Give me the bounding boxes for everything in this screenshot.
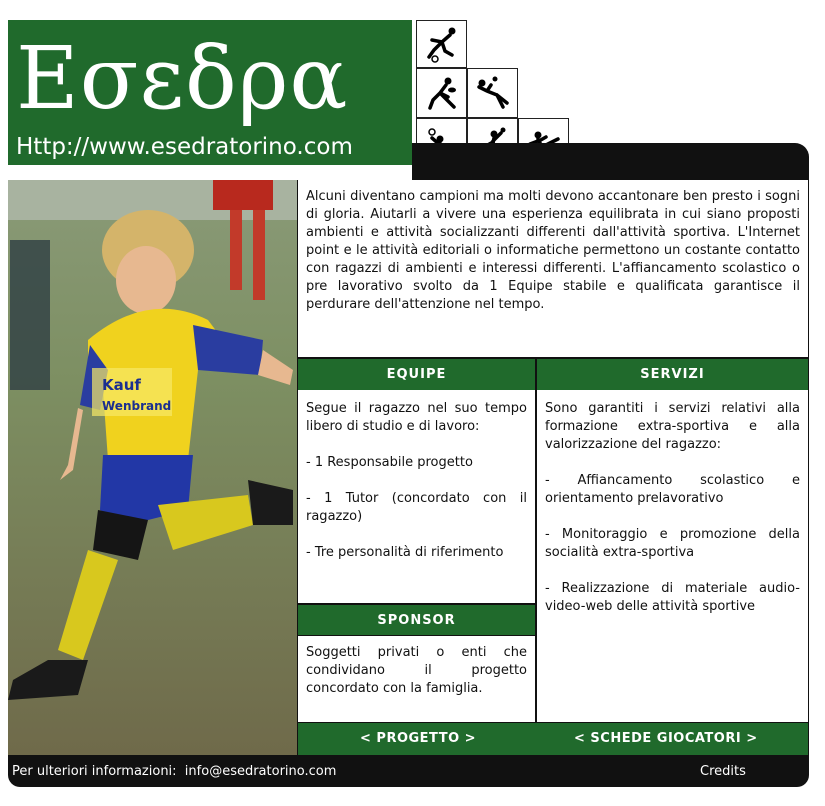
intro-paragraph: Alcuni diventano campioni ma molti devono accantonare ben presto i sogni di gloria. Aiutarli a vivere una esperienza equilibrata in cui siano proposti ambienti e attività socializzanti differenti dall'attività sportiva. L'Internet point e le attività editoriali o informatiche permettono un costante contatto con ragazzi di ambienti e interessi differenti. L'affiancamento scolastico o pre lavorativo svolto da 1 Equipe stabile e qualificata garantisce il perdurare dell'attenzione nel tempo. <box>306 189 800 312</box>
equipe-panel <box>298 390 535 603</box>
progetto-link[interactable]: < PROGETTO > <box>360 731 477 746</box>
equipe-item: - 1 Tutor (concordato con il ragazzo) <box>306 491 527 524</box>
servizi-panel <box>537 390 808 722</box>
site-logo <box>8 20 412 165</box>
equipe-header: EQUIPE <box>298 359 535 390</box>
footer-bar <box>8 755 809 787</box>
header-black-bar <box>412 143 809 180</box>
sponsor-panel <box>298 636 535 722</box>
site-url: Http://www.esedratorino.com <box>16 134 353 160</box>
soccer-player-icon <box>416 20 467 68</box>
equipe-intro: Segue il ragazzo nel suo tempo libero di studio e di lavoro: <box>306 401 527 434</box>
logo-wordmark: Εσεδρα <box>16 29 349 129</box>
sponsor-text: Soggetti privati o enti che condividano il progetto concordato con la famiglia. <box>306 645 527 696</box>
schede-giocatori-link[interactable]: < SCHEDE GIOCATORI > <box>574 731 758 746</box>
football-player-icon <box>416 68 467 118</box>
diving-goalkeeper-icon <box>467 68 518 118</box>
servizi-intro: Sono garantiti i servizi relativi alla formazione extra-sportiva e alla valorizzazione del ragazzo: <box>545 401 800 452</box>
contact-info-text: Per ulteriori informazioni: info@esedratorino.com <box>12 764 337 779</box>
bottom-nav-bar <box>298 723 808 755</box>
equipe-item: - 1 Responsabile progetto <box>306 455 473 470</box>
soccer-kid-photo <box>8 180 297 755</box>
shirt-sponsor-text-2: Wenbrand <box>102 399 172 413</box>
shirt-sponsor-text: Kauf <box>102 376 141 394</box>
servizi-item: - Monitoraggio e promozione della socialità extra-sportiva <box>545 527 800 560</box>
servizi-header: SERVIZI <box>537 359 808 390</box>
equipe-item: - Tre personalità di riferimento <box>306 545 504 560</box>
sponsor-header: SPONSOR <box>298 605 535 635</box>
intro-text-panel <box>298 180 808 357</box>
credits-link[interactable]: Credits <box>700 764 746 779</box>
servizi-item: - Realizzazione di materiale audio-video-web delle attività sportive <box>545 581 800 614</box>
servizi-item: - Affiancamento scolastico e orientamento prelavorativo <box>545 473 800 506</box>
